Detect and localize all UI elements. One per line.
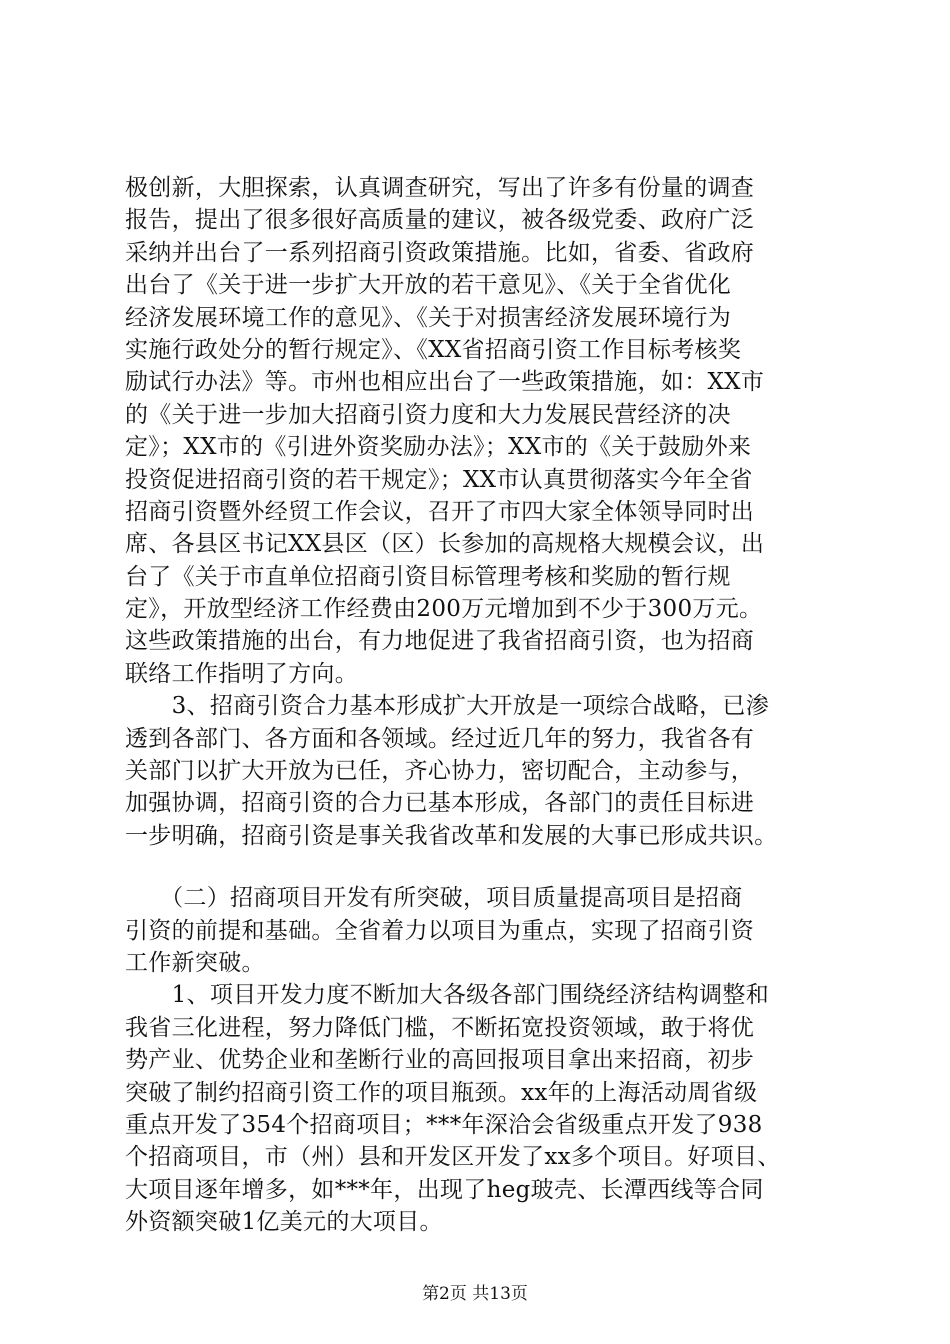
text-line: 励试行办法》等。市州也相应出台了一些政策措施，如：XX市 (125, 369, 765, 396)
text-line: 定》，开放型经济工作经费由200万元增加到不少于300万元。 (125, 596, 763, 623)
text-line: 席、各县区书记XX县区（区）长参加的高规格大规模会议，出 (125, 531, 765, 558)
text-line: 出台了《关于进一步扩大开放的若干意见》、《关于全省优化 (125, 272, 732, 299)
text-line: 工作新突破。 (125, 949, 265, 976)
text-line: 报告，提出了很多很好高质量的建议，被各级党委、政府广泛 (125, 207, 755, 234)
text-line: 引资的前提和基础。全省着力以项目为重点，实现了招商引资 (125, 917, 755, 944)
text-line: 我省三化进程，努力降低门槛，不断拓宽投资领域，敢于将优 (125, 1014, 755, 1041)
text-line: 台了《关于市直单位招商引资目标管理考核和奖励的暂行规 (125, 563, 731, 590)
text-line: 定》；XX市的《引进外资奖励办法》；XX市的《关于鼓励外来 (125, 434, 752, 461)
document-body (125, 172, 837, 1239)
text-line: 重点开发了354个招商项目；***年深洽会省级重点开发了938 (125, 1111, 763, 1138)
text-line: 3、招商引资合力基本形成扩大开放是一项综合战略，已渗 (125, 693, 770, 720)
text-line: 加强协调，招商引资的合力已基本形成，各部门的责任目标进 (125, 790, 755, 817)
text-line: 1、项目开发力度不断加大各级各部门围绕经济结构调整和 (125, 982, 770, 1009)
text-line: 突破了制约招商引资工作的项目瓶颈。xx年的上海活动周省级 (125, 1079, 758, 1106)
text-line: 关部门以扩大开放为已任，齐心协力，密切配合，主动参与， (125, 758, 755, 785)
page-number-footer: 第2页 共13页 (422, 1284, 528, 1304)
text-line: 经济发展环境工作的意见》、《关于对损害经济发展环境行为 (125, 304, 732, 331)
text-line: 投资促进招商引资的若干规定》；XX市认真贯彻落实今年全省 (125, 466, 753, 493)
text-line: 透到各部门、各方面和各领域。经过近几年的努力，我省各有 (125, 725, 755, 752)
text-line: 实施行政处分的暂行规定》、《XX省招商引资工作目标考核奖 (125, 336, 742, 363)
text-line: 外资额突破1亿美元的大项目。 (125, 1209, 443, 1236)
paragraph-gap (125, 852, 837, 882)
text-line: 招商引资暨外经贸工作会议，召开了市四大家全体领导同时出 (125, 498, 755, 525)
paragraph-block-2 (125, 882, 837, 1238)
text-line: 的《关于进一步加大招商引资力度和大力发展民营经济的决 (125, 401, 731, 428)
text-line: 势产业、优势企业和垄断行业的高回报项目拿出来招商，初步 (125, 1047, 755, 1074)
text-line: 大项目逐年增多，如***年，出现了heg玻壳、长潭西线等合同 (125, 1176, 764, 1203)
paragraph-block-1 (125, 172, 837, 852)
text-line: 一步明确，招商引资是事关我省改革和发展的大事已形成共识。 (125, 822, 778, 849)
text-line: 个招商项目，市（州）县和开发区开发了xx多个项目。好项目、 (125, 1144, 781, 1171)
text-line: 联络工作指明了方向。 (125, 660, 358, 687)
text-line: 这些政策措施的出台，有力地促进了我省招商引资，也为招商 (125, 628, 755, 655)
text-line: （二）招商项目开发有所突破，项目质量提高项目是招商 (125, 885, 743, 912)
text-line: 采纳并出台了一系列招商引资政策措施。比如，省委、省政府 (125, 239, 755, 266)
text-line: 极创新，大胆探索，认真调查研究，写出了许多有份量的调查 (125, 175, 755, 201)
